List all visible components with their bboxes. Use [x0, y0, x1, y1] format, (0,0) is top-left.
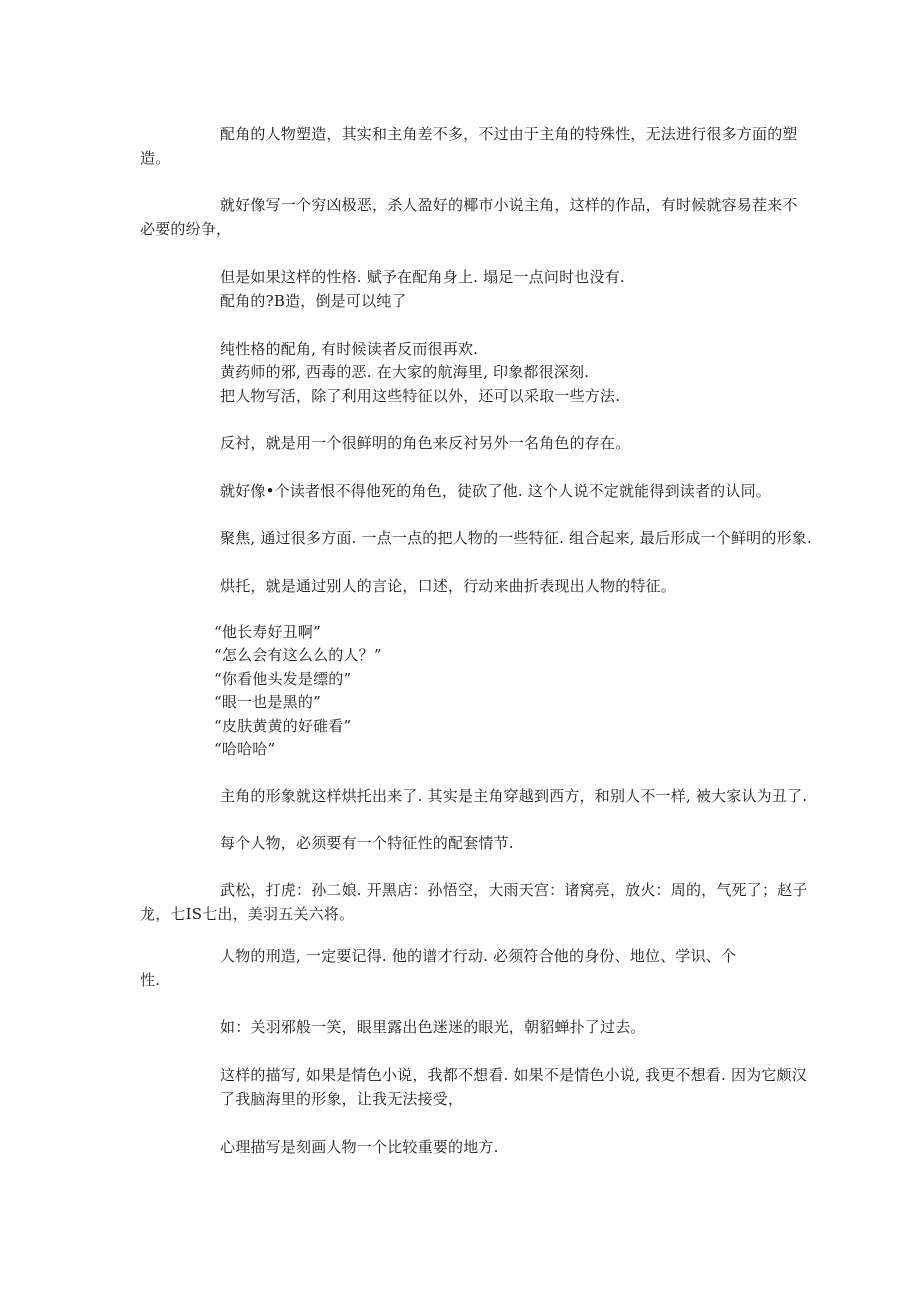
paragraph-line: 这样的描写, 如果是情色小说，我都不想看. 如果不是情色小说, 我更不想看. 因为它颇汉	[220, 1066, 807, 1084]
paragraph-line: 把人物写活，除了利用这些特征以外，还可以采取一些方法.	[220, 387, 621, 405]
paragraph-line: 必要的纷争，	[140, 220, 232, 238]
paragraph-line: 了我脑海里的形象，让我无法接受，	[220, 1090, 464, 1108]
paragraph-line: 如：关羽邪般一笑，眼里露出色迷迷的眼光，朝貂蝉扑了过去。	[220, 1018, 646, 1036]
paragraph-line: 纯性格的配角, 有时候读者反而很再欢.	[220, 340, 479, 358]
quote-line: “眼一也是黑的”	[214, 693, 321, 711]
paragraph-line: 黄药师的邪, 西毒的恶. 在大家的航海里, 印象都很深刻.	[220, 363, 590, 381]
paragraph-line: 性.	[140, 971, 161, 989]
quote-line: “他长寿好丑啊”	[214, 623, 321, 641]
quote-line: “你看他头发是缥的”	[214, 670, 352, 688]
paragraph-line: 配角的?B造，倒是可以纯了	[220, 292, 407, 310]
paragraph-line: 造。	[140, 149, 171, 167]
paragraph-line: 武松，打虎：孙二娘. 开黑店：孙悟空，大雨天宫：诸窝亮，放火：周的，气死了；赵子	[220, 881, 808, 899]
paragraph-line: 聚焦, 通过很多方面. 一点一点的把人物的一些特征. 组合起来, 最后形成一个鲜明的形象.	[220, 529, 812, 547]
paragraph-line: 配角的人物塑造，其实和主角差不多，不过由于主角的特殊性，无法进行很多方面的塑	[220, 125, 798, 143]
paragraph-line: 就好像写一个穷凶极恶，杀人盈好的椰市小说主角，这样的作品，有时候就容易茬来不	[220, 196, 798, 214]
paragraph-line: 烘托，就是通过别人的言论，口述，行动来曲折表现出人物的特征。	[220, 577, 677, 595]
quote-line: “怎么会有这么么的人？”	[214, 646, 382, 664]
paragraph-line: 龙，七IS七出，美羽五关六将。	[140, 905, 355, 923]
quote-line: “皮肤黄黄的好碓看”	[214, 717, 352, 735]
paragraph-line: 主角的形象就这样烘托出来了. 其实是主角穿越到西方，和别人不一样, 被大家认为丑了.	[220, 787, 808, 805]
paragraph-line: 人物的刑造, 一定要记得. 他的谱才行动. 必须符合他的身份、地位、学识、个	[220, 947, 737, 965]
paragraph-line: 心理描写是刻画人物一个比较重要的地方.	[220, 1138, 499, 1156]
paragraph-line: 但是如果这样的性格. 赋予在配角身上. 塌足一点问时也没有.	[220, 268, 625, 286]
paragraph-line: 每个人物，必须要有一个特征性的配套情节.	[220, 834, 514, 852]
paragraph-line: 反衬，就是用一个很鲜明的角色来反衬另外一名角色的存在。	[220, 434, 631, 452]
quote-line: “哈哈哈”	[214, 740, 276, 758]
paragraph-line: 就好像•个读者恨不得他死的角色，徒砍了他. 这个人说不定就能得到读者的认同。	[220, 482, 771, 500]
